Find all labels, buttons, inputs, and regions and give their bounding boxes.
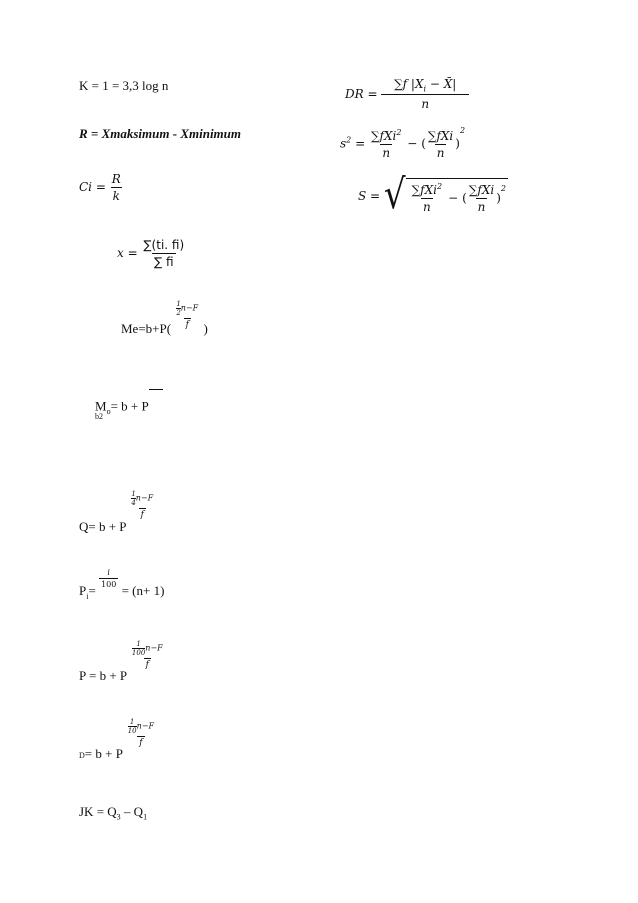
decile-formula [79,718,156,761]
dr-fraction [381,77,469,111]
median-close: ) [203,320,208,336]
jk-mid: – Q [120,804,144,819]
ppos-rest: = (n+ 1) [121,583,165,599]
ppos-denominator: 100 [101,580,117,589]
mean-deviation-formula [345,77,469,111]
jk-sub1: 3 [116,812,121,822]
sqrt-icon: √ [383,170,406,219]
decile-text: = b + P [84,745,123,761]
ppos-eq: = [88,583,96,599]
median-numerator [174,300,200,318]
mean-fraction [141,238,186,269]
ppos-sub: i [86,592,89,602]
sd-open: ( [462,191,467,205]
median-denominator: f [185,320,189,330]
sd-fraction-2 [467,183,496,214]
decile-denominator: f [139,738,143,748]
mode-rest: = b + P [110,398,149,414]
median-formula [121,294,208,336]
sd-lhs: S = [358,188,381,203]
quartile-fraction [129,490,155,520]
percentile-formula [79,640,165,683]
range-formula: R = Xmaksimum - Xminimum [79,126,242,141]
sd-minus: − [448,191,459,205]
var-num1 [369,128,403,144]
var-num1-sup: 2 [396,128,402,137]
percentile-coef [132,640,145,657]
quartile-coef-den: 4 [131,499,136,507]
mode-m: M [95,398,107,414]
median-coef-num: 1 [176,300,181,308]
decile-fraction [126,718,156,748]
quartile-numerator [129,490,155,508]
dr-num-sub: i [423,84,427,94]
decile-numerator [126,718,156,736]
mode-sub: o [106,406,111,416]
dr-denominator: n [381,94,469,111]
ppos-numerator: i [107,568,110,577]
jk-sub2: 1 [143,812,148,822]
sd-num1 [410,182,444,198]
sd-den2: n [477,199,486,214]
ppos-p: P [79,583,87,599]
percentile-fraction [130,640,165,670]
sd-num2: ∑fXi [468,182,495,197]
variance-formula [340,125,466,160]
sd-num1-text: ∑fXi [411,183,437,197]
var-minus: − [407,136,418,151]
var-lhs: s [340,136,347,151]
var-num1-text: ∑fXi [370,129,397,143]
var-open: ( [421,136,426,151]
mean-formula [117,238,186,269]
decile-coef [128,718,137,735]
sd-outer-sup: 2 [500,183,506,193]
dr-numerator [392,77,458,94]
ci-numerator: R [111,172,121,186]
var-outer-sup: 2 [459,125,466,135]
var-fraction-2 [426,129,455,160]
mean-denominator: ∑ fi [154,255,174,269]
quartile-text: Q= b + P [79,518,127,534]
class-count-formula: K = 1 = 3,3 log n [79,78,169,93]
mode-sup-text: b2 [95,411,103,421]
sd-fraction-1 [410,182,444,214]
percentile-num-rest: n−F [145,643,163,653]
decile-coef-num: 1 [129,718,135,726]
interquartile-range-formula [79,804,147,822]
median-fraction [174,300,200,330]
percentile-denominator: f [145,660,149,670]
sd-close: ) [496,191,501,205]
sd-den1: n [422,200,431,214]
var-eq: = [355,136,366,151]
jk-text: JK = Q [79,804,117,819]
quartile-formula [79,490,155,534]
dr-lhs: DR = [345,86,378,101]
var-den2: n [436,145,445,160]
dr-num-rest: − X̄| [426,77,457,91]
var-close: ) [455,136,460,151]
median-text: Me=b+P( [121,320,172,336]
var-num2: ∑fXi [427,128,454,143]
sd-radicand [406,178,508,214]
quartile-coef-num: 1 [131,490,136,498]
median-coef-den: 2 [176,309,181,317]
percentile-numerator [130,640,165,658]
var-lhs-sup: 2 [346,135,352,145]
percentile-coef-num: 1 [136,640,141,648]
median-num-rest: n−F [180,303,199,313]
var-den1: n [382,146,391,160]
percentile-position-formula [79,568,165,602]
ci-denominator: k [112,189,120,203]
decile-prefix: D [79,750,85,760]
percentile-text: P = b + P [79,667,127,683]
ci-fraction [110,172,123,203]
percentile-coef-den: 100 [131,649,146,657]
mode-formula [95,398,163,432]
sd-num1-sup: 2 [436,182,443,191]
decile-coef-den: 10 [127,727,137,735]
standard-deviation-formula [358,170,508,219]
mean-numerator: ∑(ti. fi) [143,238,185,252]
quartile-num-rest: n−F [135,493,154,503]
class-interval-formula [79,172,123,203]
quartile-denominator: f [140,510,144,520]
ci-lhs: Ci = [79,180,106,194]
sd-sqrt [383,170,508,219]
ppos-fraction [99,568,118,589]
var-fraction-1 [369,128,403,160]
mean-lhs: x = [117,246,138,260]
decile-num-rest: n−F [136,721,155,731]
dr-num-main: ∑f |X [394,77,424,91]
mode-bar [149,389,163,390]
